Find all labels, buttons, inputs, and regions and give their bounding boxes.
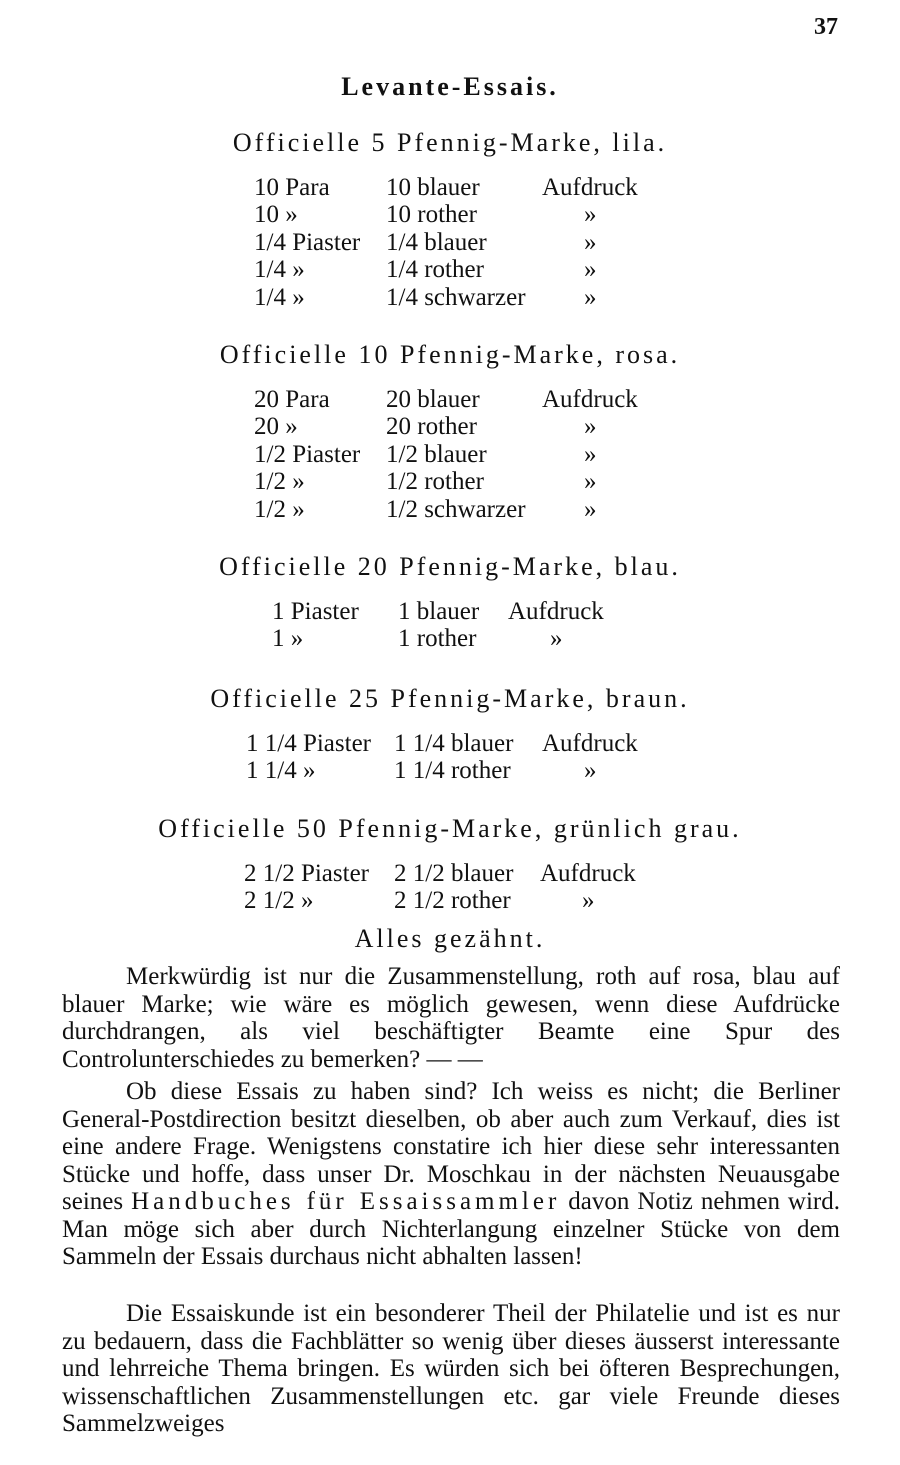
- overprint-cell: 2 1/2 blauer: [394, 860, 514, 887]
- paragraph-3-text: Die Essaiskunde ist ein besonderer Theil der Philatelie und ist es nur zu bedauern, dass die Fachblätter so wenig über dieses äusserst interessante und lehrreiche Thema bringen. Es würden sich bei öfteren Besprechungen, wissenschaftlichen Zusammenstellungen etc. gar viele Freunde dieses Sammelzweiges: [62, 1300, 840, 1437]
- value-cell: 1 1/4 »: [246, 757, 316, 785]
- overprint-cell: 1 rother: [398, 625, 477, 653]
- book-title: Handbuches für Essaissammler: [131, 1188, 561, 1215]
- section-heading: Officielle 25 Pfennig-Marke, braun.: [210, 684, 690, 713]
- overprint-cell: 1/2 rother: [386, 468, 484, 496]
- value-cell: 1/2 Piaster: [254, 440, 361, 468]
- perforation-note: Alles gezähnt.: [354, 924, 546, 953]
- value-cell: 1/4 »: [254, 283, 305, 311]
- conversion-table: [246, 730, 638, 785]
- conversion-table: [272, 598, 604, 653]
- table-row: [254, 229, 638, 256]
- table-row: [254, 284, 638, 311]
- paragraph-1: [62, 963, 840, 1073]
- table-row: [244, 860, 636, 887]
- table-row: [254, 256, 638, 283]
- value-cell: 2 1/2 Piaster: [244, 860, 369, 887]
- print-cell: »: [584, 757, 597, 785]
- overprint-cell: 1/4 schwarzer: [386, 283, 526, 311]
- table-row: [272, 598, 604, 625]
- section-heading: Officielle 20 Pfennig-Marke, blau.: [219, 552, 681, 581]
- value-cell: 1 »: [272, 625, 304, 653]
- page-title: Levante-Essais.: [341, 72, 559, 101]
- print-cell: »: [550, 625, 563, 653]
- table-row: [254, 201, 638, 228]
- conversion-table: [254, 174, 638, 311]
- conversion-table: [244, 860, 636, 915]
- table-row: [254, 174, 638, 201]
- value-cell: 1 Piaster: [272, 598, 359, 625]
- table-row: [272, 625, 604, 652]
- print-cell: »: [584, 440, 597, 468]
- print-cell: Aufdruck: [542, 174, 638, 201]
- overprint-cell: 2 1/2 rother: [394, 887, 511, 915]
- value-cell: 20 Para: [254, 386, 330, 413]
- overprint-cell: 1 1/4 blauer: [394, 730, 514, 757]
- value-cell: 1/2 »: [254, 495, 305, 523]
- table-row: [244, 887, 636, 914]
- print-cell: Aufdruck: [542, 730, 638, 757]
- paragraph-1-text: Merkwürdig ist nur die Zusammenstellung, roth auf rosa, blau auf blauer Marke; wie wäre es möglich gewesen, wenn diese Aufdrücke durchdrangen, als viel beschäftigter Beamte eine Spur des Controlunterschiedes zu bemerken? — —: [62, 963, 840, 1073]
- overprint-cell: 1/2 schwarzer: [386, 495, 526, 523]
- value-cell: 1/4 Piaster: [254, 228, 361, 256]
- print-cell: »: [582, 887, 595, 915]
- print-cell: »: [584, 283, 597, 311]
- print-cell: Aufdruck: [542, 386, 638, 413]
- print-cell: »: [584, 413, 597, 441]
- table-row: [254, 386, 638, 413]
- section-heading: Officielle 5 Pfennig-Marke, lila.: [232, 128, 668, 157]
- section-heading: Officielle 10 Pfennig-Marke, rosa.: [219, 340, 681, 369]
- table-row: [254, 468, 638, 495]
- table-row: [254, 441, 638, 468]
- overprint-cell: 20 rother: [386, 413, 477, 441]
- overprint-cell: 1/4 rother: [386, 256, 484, 284]
- value-cell: 1/2 »: [254, 468, 305, 496]
- section-heading: Officielle 50 Pfennig-Marke, grünlich grau.: [158, 814, 742, 843]
- print-cell: »: [584, 228, 597, 256]
- value-cell: 1/4 »: [254, 256, 305, 284]
- print-cell: »: [584, 201, 597, 229]
- print-cell: »: [584, 468, 597, 496]
- overprint-cell: 1/2 blauer: [386, 440, 487, 468]
- table-row: [254, 496, 638, 523]
- paragraph-2-text-b: davon Notiz nehmen wird. Man möge sich aber durch Nichterlangung einzelner Stücke von dem Sammeln der Essais durchaus nicht abhalten lassen!: [62, 1188, 841, 1270]
- overprint-cell: 10 rother: [386, 201, 477, 229]
- overprint-cell: 1 1/4 rother: [394, 757, 511, 785]
- value-cell: 10 »: [254, 201, 298, 229]
- print-cell: Aufdruck: [540, 860, 636, 887]
- table-row: [246, 757, 638, 784]
- print-cell: »: [584, 495, 597, 523]
- value-cell: 20 »: [254, 413, 298, 441]
- overprint-cell: 20 blauer: [386, 386, 480, 413]
- overprint-cell: 1 blauer: [398, 598, 480, 625]
- print-cell: Aufdruck: [508, 598, 604, 625]
- paragraph-2-text-a: Ob diese Essais zu haben sind? Ich weiss es nicht; die Berliner General-Postdirection besitzt dieselben, ob aber auch zum Verkauf, dies ist eine andere Frage. Wenigstens constatire ich hier diese sehr interessanten Stücke und hoffe, dass unser Dr. Moschkau in der nächsten Neuausgabe seines: [62, 1078, 840, 1215]
- page-number: 37: [814, 14, 838, 40]
- paragraph-2: [62, 1078, 840, 1271]
- conversion-table: [254, 386, 638, 523]
- value-cell: 10 Para: [254, 174, 330, 201]
- print-cell: »: [584, 256, 597, 284]
- value-cell: 2 1/2 »: [244, 887, 314, 915]
- value-cell: 1 1/4 Piaster: [246, 730, 371, 757]
- overprint-cell: 10 blauer: [386, 174, 480, 201]
- overprint-cell: 1/4 blauer: [386, 228, 487, 256]
- table-row: [246, 730, 638, 757]
- table-row: [254, 413, 638, 440]
- paragraph-3: [62, 1300, 840, 1438]
